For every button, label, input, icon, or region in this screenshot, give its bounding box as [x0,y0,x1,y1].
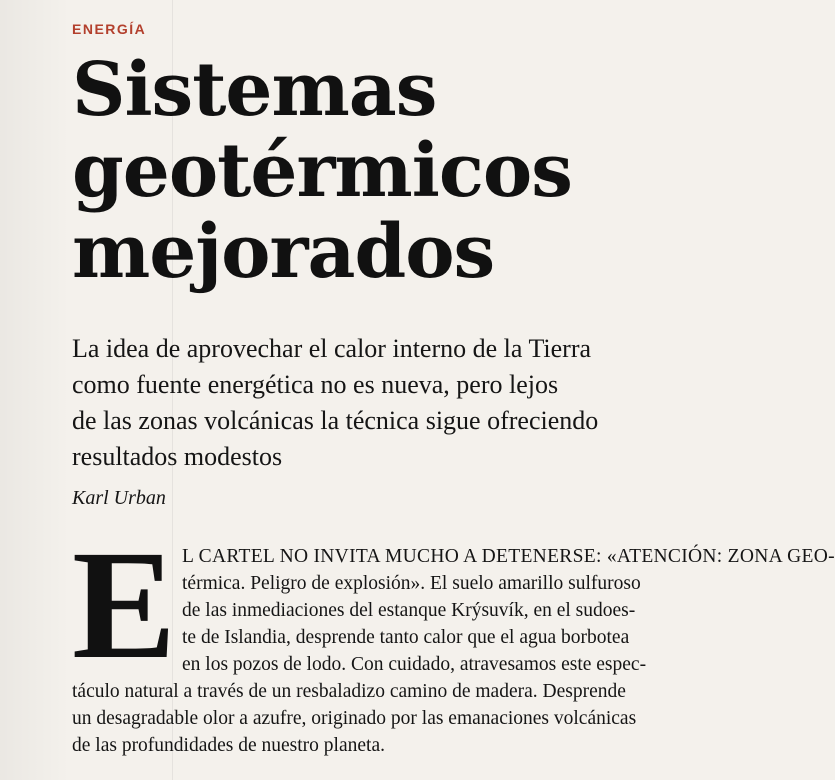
body-line: térmica. Peligro de explosión». El suelo amarillo sulfuroso [182,573,641,594]
body-line: de las profundidades de nuestro planeta. [72,735,385,756]
body-line: L CARTEL NO INVITA MUCHO A DETENERSE: «ATENCIÓN: ZONA GEO- [182,546,835,567]
body-line: te de Islandia, desprende tanto calor que el agua borbotea [182,627,630,648]
body-line: en los pozos de lodo. Con cuidado, atravesamos este espec- [182,654,647,675]
body-line: un desagradable olor a azufre, originado por las emanaciones volcánicas [72,708,637,729]
article-title [72,47,572,295]
body-line: de las inmediaciones del estanque Krýsuvík, en el sudoes- [182,600,636,621]
subtitle-line: resultados modestos [72,442,283,471]
drop-cap: E [72,518,177,691]
subtitle-line: como fuente energética no es nueva, pero lejos [72,370,559,399]
subtitle-line: La idea de aprovechar el calor interno de la Tierra [72,334,592,363]
author-byline: Karl Urban [72,487,166,509]
article-subtitle [72,331,712,475]
article-body [72,518,835,773]
subtitle-line: de las zonas volcánicas la técnica sigue ofreciendo [72,406,599,435]
title-line: geotérmicos [72,128,572,214]
section-label: ENERGÍA [72,21,147,37]
title-line: Sistemas [72,47,437,133]
title-line: mejorados [72,209,495,295]
body-line: táculo natural a través de un resbaladizo camino de madera. Desprende [72,681,626,702]
